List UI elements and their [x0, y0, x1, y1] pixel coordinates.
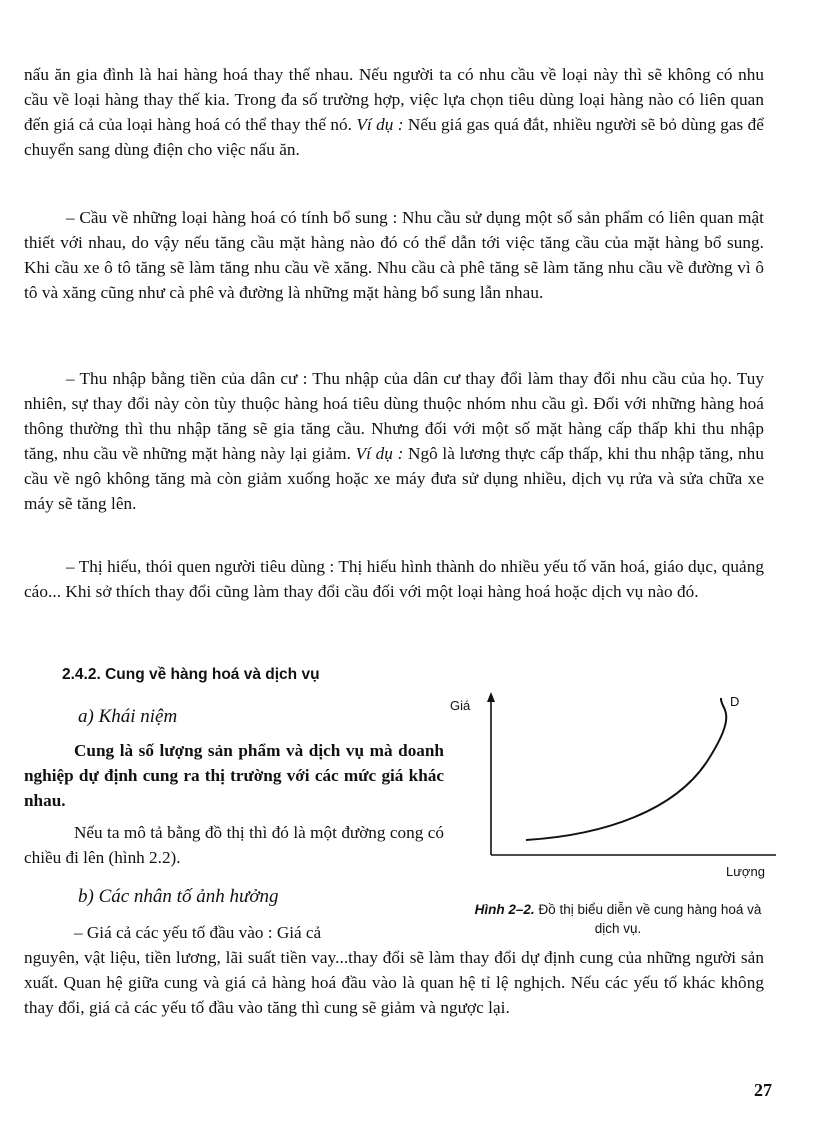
paragraph-supply-definition: Cung là số lượng sản phẩm và dịch vụ mà doanh nghiệp dự định cung ra thị trường với các mức giá khác nhau. [24, 741, 444, 810]
y-axis-arrow-icon [487, 692, 495, 702]
paragraph-complementary-goods: – Cầu về những loại hàng hoá có tính bổ sung : Nhu cầu sử dụng một số sản phẩm có liên quan mật thiết với nhau, do vậy nếu tăng cầu mặt hàng nào đó có thể dẫn tới việc tăng cầu của mặt hàng bổ sung. Khi cầu xe ô tô tăng sẽ làm tăng nhu cầu về xăng. Nhu cầu cà phê tăng sẽ làm tăng nhu cầu về đường vì ô tô và xăng cũng như cà phê và đường là những mặt hàng bổ sung lẫn nhau. [24, 208, 764, 302]
paragraph-text: – Thu nhập bằng tiền của dân cư : Thu nhập của dân cư thay đổi làm thay đổi nhu cầu của họ. Tuy nhiên, sự thay đổi này còn tùy thuộc hàng hoá tiêu dùng thuộc nhóm nhu cầu gì. Đối với những hàng hoá thông thường thì thu nhập tăng sẽ gia tăng cầu. Nhưng đối với một số mặt hàng cấp thấp khi thu nhập tăng, nhu cầu về những mặt hàng này lại giảm. [24, 369, 764, 463]
subheading-concept: a) Khái niệm [78, 706, 178, 727]
paragraph-supply-graph: Nếu ta mô tả bằng đồ thị thì đó là một đường cong có chiều đi lên (hình 2.2). [24, 823, 444, 867]
paragraph-taste: – Thị hiếu, thói quen người tiêu dùng : Thị hiếu hình thành do nhiều yếu tố văn hoá, giáo dục, quảng cáo... Khi sở thích thay đổi cũng làm thay đổi cầu đối với một loại hàng hoá hoặc dịch vụ nào đó. [24, 557, 764, 601]
subheading-factors: b) Các nhân tố ảnh hưởng [78, 886, 279, 907]
y-axis-label: Giá [450, 698, 471, 713]
paragraph-input-prices: nguyên, vật liệu, tiền lương, lãi suất tiền vay...thay đổi sẽ làm thay đổi dự định cung của những người sản xuất. Quan hệ giữa cung và giá cả hàng hoá đầu vào là quan hệ tỉ lệ nghịch. Nếu các yếu tố khác không thay đổi, giá cả các yếu tố đầu vào tăng thì cung sẽ giảm và ngược lại. [24, 948, 764, 1017]
example-label: Ví dụ : [356, 115, 404, 134]
section-heading: 2.4.2. Cung về hàng hoá và dịch vụ [62, 666, 320, 683]
example-label: Ví dụ : [355, 444, 404, 463]
paragraph-text: Ngô là lương thực cấp thấp, khi thu nhập tăng, nhu cầu về ngô không tăng mà còn giảm xuống hoặc xe máy đưa sử dụng nhiều, dịch vụ rửa và sửa chữa xe máy sẽ tăng lên. [24, 444, 764, 513]
supply-curve [526, 698, 726, 840]
paragraph-input-prices-start: – Giá cả các yếu tố đầu vào : Giá cả [74, 923, 322, 942]
supply-curve-figure [446, 690, 786, 880]
page-number: 27 [754, 1080, 772, 1100]
paragraph-text: Nếu giá gas quá đắt, nhiều người sẽ bỏ dùng gas để chuyển sang dùng điện cho việc nấu ăn. [24, 115, 764, 159]
x-axis-label: Lượng [726, 864, 765, 879]
figure-caption-text: Đồ thị biểu diễn về cung hàng hoá và dịch vụ. [538, 902, 762, 936]
paragraph-substitute-goods [24, 62, 764, 162]
paragraph-income [24, 366, 764, 516]
paragraph-text: nấu ăn gia đình là hai hàng hoá thay thế nhau. Nếu người ta có nhu cầu về loại này thì sẽ không có nhu cầu về loại hàng thay thế kia. Trong đa số trường hợp, việc lựa chọn tiêu dùng loại hàng nào có liên quan đến giá cả của loại hàng hoá có thể thay thế nó. [24, 65, 764, 134]
figure-caption [472, 900, 764, 938]
figure-caption-label: Hình 2–2. [474, 902, 535, 917]
curve-label: D [730, 694, 740, 709]
